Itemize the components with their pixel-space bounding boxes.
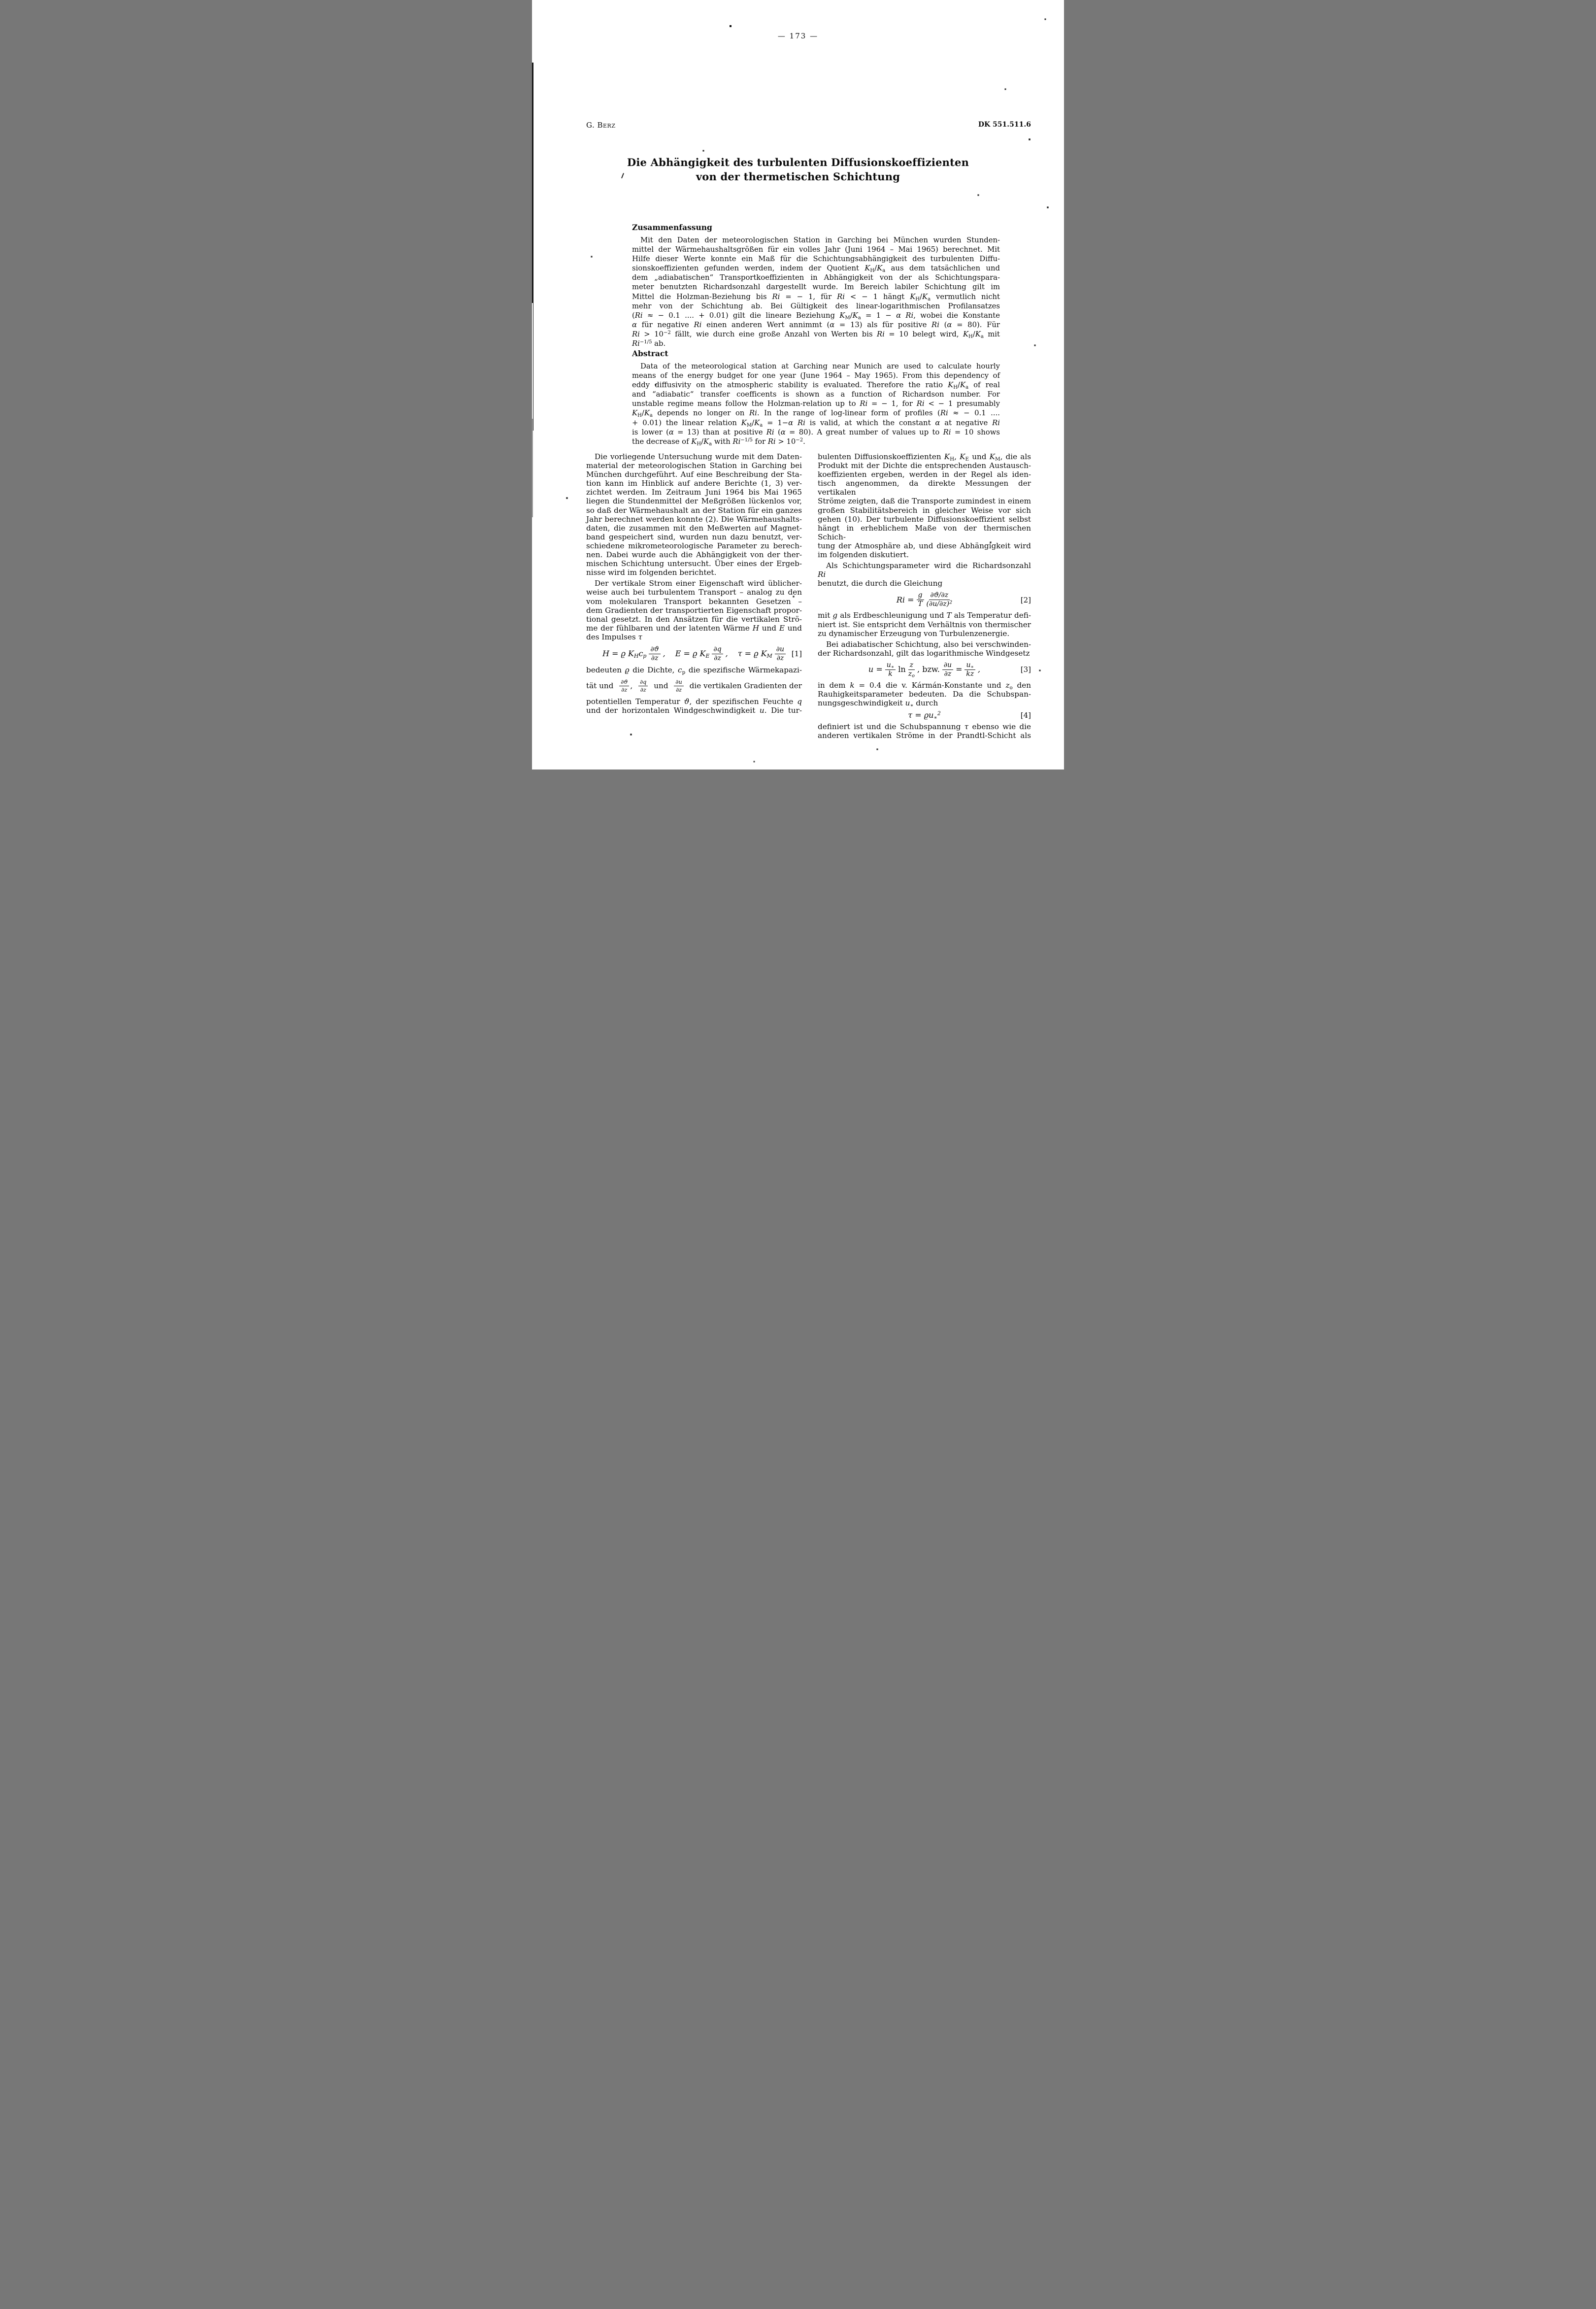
zusammenfassung-text-line-3: Hilfe dieser Werte konnte ein Maß für die Schichtungsabhängigkeit des turbulenten Diffu- [632, 255, 1000, 264]
equation-2 [818, 592, 1031, 608]
right-paragraph-2 [818, 561, 1031, 588]
dk-classification-code: DK 551.511.6 [978, 121, 1031, 129]
zusammenfassung-heading: Zusammenfassung [632, 223, 712, 232]
left-paragraph-1-line-9: daten, die zusammen mit den Meßwerten auf Magnet- [586, 523, 802, 533]
right-paragraph-1-line-3: koeffizienten ergeben, werden in der Regel als iden- [818, 470, 1031, 479]
right-paragraph-3 [818, 611, 1031, 637]
fraction: $\frac{u_∗}{k}$ [885, 662, 896, 678]
zusammenfassung-text-line-4: sionskoeffizienten gefunden werden, indem der Quotient $K_H/K_a$ aus dem tatsächlichen und [632, 264, 1000, 274]
right-paragraph-1-line-4: tisch angenommen, da direkte Messungen der vertikalen [818, 479, 1031, 497]
right-paragraph-3-line-1: mit g als Erdbeschleunigung und T als Temperatur defi- [818, 611, 1031, 620]
fraction: ∂q ∂z [712, 646, 723, 662]
fraction: $\frac{g}{T}$ [917, 592, 924, 608]
left-paragraph-2 [586, 579, 802, 641]
fraction: ∂ϑ ∂z [619, 679, 629, 693]
abstract-text-line-9: the decrease of $K_H/K_a$ with $Ri^{-1/5}$ for $Ri > 10^{-2}$. [632, 437, 805, 447]
scan-edge-artifact-2 [532, 419, 533, 517]
equation-3-number: [3] [1020, 665, 1031, 674]
zusammenfassung-text-line-12: $Ri^{-1/5}$ ab. [632, 339, 666, 348]
left-paragraph-1-line-6: liegen die Stundenmittel der Meßgrößen lückenlos vor, [586, 497, 802, 506]
left-paragraph-1-line-8: Jahr berechnet werden konnte (2). Die Wärmehaushalts- [586, 514, 802, 524]
right-paragraph-1-line-8: hängt in erheblichem Maße von der thermischen Schich- [818, 523, 1031, 541]
zusammenfassung-text-line-10: α für negative Ri einen anderen Wert annimmt (α = 13) als für positive Ri (α = 80). Für [632, 320, 1000, 329]
left-paragraph-1-line-11: schiedene mikrometeorologische Parameter zu berech- [586, 541, 802, 550]
fraction: $\frac{\partial u}{\partial z}$ [942, 662, 953, 678]
fraction: ∂u ∂z [775, 646, 786, 662]
zusammenfassung-text-line-9: (Ri ≈ − 0.1 .... + 0.01) gilt die lineare Beziehung $K_M/K_a = 1 - \alpha$ Ri, wobei die Konstante [632, 311, 1000, 321]
right-paragraph-3-line-2: niert ist. Sie entspricht dem Verhältnis von thermischer [818, 620, 1031, 629]
equation-4 [818, 711, 1031, 720]
left-paragraph-1-line-12: nen. Dabei wurde auch die Abhängigkeit von der ther- [586, 550, 802, 560]
left-paragraph-1-line-2: material der meteorologischen Station in Garching bei [586, 461, 802, 470]
zusammenfassung-text-line-2: mittel der Wärmehaushaltsgrößen für ein volles Jahr (Juni 1964 – Mai 1965) berechnet. Mit [632, 245, 1000, 254]
left-paragraph-1-line-4: tion kann im Hinblick auf andere Berichte (1, 3) ver- [586, 479, 802, 488]
equation-1-term-tau: τ = ϱ $K_M$ ∂u ∂z [738, 646, 786, 662]
left-paragraph-1-line-3: München durchgeführt. Auf eine Beschreibung der Sta- [586, 470, 802, 479]
zusammenfassung-text-line-8: mehr von der Schichtung ab. Bei Gültigkeit des linear-logarithmischen Profilansatzes [632, 301, 1000, 310]
right-paragraph-4-line-1: Bei adiabatischer Schichtung, also bei verschwinden- [826, 639, 1031, 649]
scanned-paper-page [532, 0, 1064, 770]
paper-title [532, 155, 1064, 184]
abstract-heading: Abstract [632, 349, 668, 358]
equation-3 [818, 662, 1031, 678]
left-paragraph-2-line-7: des Impulses τ [586, 632, 642, 641]
scan-specks [532, 0, 533, 1]
equation-1-term-E: E = ϱ $K_E$ ∂q ∂z , [675, 645, 728, 662]
right-paragraph-1-line-6: großen Stabilitätsbereich in gleicher Weise vor sich [818, 505, 1031, 515]
equation-1 [586, 646, 802, 662]
right-paragraph-5-line-2: Rauhigkeitsparameter bedeuten. Da die Schubspan- [818, 689, 1031, 699]
author-name: G. Berz [586, 121, 616, 130]
fraction: $\frac{u_∗}{kz}$ [964, 662, 975, 678]
right-paragraph-6-line-2: anderen vertikalen Ströme in der Prandtl-Schicht als [818, 731, 1031, 740]
abstract-text-line-1: Data of the meteorological station at Garching near Munich are used to calculate hourly [640, 362, 1000, 370]
fraction: ∂ϑ/∂z $(\partial u/\partial z)^2$ [926, 591, 953, 608]
left-line-with-inline-fractions: tät und ∂ϑ ∂z , ∂q ∂z und ∂u ∂z die vertikalen Gradienten der [586, 678, 802, 693]
left-paragraph-1 [586, 452, 802, 577]
abstract-text-line-3: eddy diffusivity on the atmospheric stability is evaluated. Therefore the ratio $K_H/K_a$ of real [632, 381, 1000, 390]
right-paragraph-4 [818, 640, 1031, 658]
left-paragraph-3c-line-1: potentiellen Temperatur ϑ, der spezifischen Feuchte q [586, 697, 802, 706]
abstract-text-line-8: is lower (α = 13) than at positive Ri (α = 80). A great number of values up to Ri = 10 shows [632, 428, 1000, 436]
right-paragraph-2-line-1: Als Schichtungsparameter wird die Richardsonzahl Ri [818, 561, 1031, 579]
right-paragraph-6-line-1: definiert ist und die Schubspannung τ ebenso wie die [818, 722, 1031, 732]
left-paragraph-1-line-5: zichtet werden. Im Zeitraum Juni 1964 bis Mai 1965 [586, 488, 802, 497]
right-paragraph-4-line-2: der Richardsonzahl, gilt das logarithmische Windgesetz [818, 648, 1030, 658]
zusammenfassung-section [632, 223, 1000, 348]
right-paragraph-3-line-3: zu dynamischer Erzeugung von Turbulenzenergie. [818, 629, 1010, 638]
fraction: ∂q ∂z [638, 679, 648, 693]
paper-title-line-2: von der thermetischen Schichtung [696, 170, 900, 183]
left-paragraph-3c-line-2: und der horizontalen Windgeschwindigkeit u. Die tur- [586, 706, 802, 715]
abstract-text-line-5: unstable regime means follow the Holzman-relation up to Ri = − 1, for Ri < − 1 presumably [632, 400, 1000, 408]
left-paragraph-2-line-4: dem Gradienten der transportierten Eigenschaft propor- [586, 605, 802, 615]
equation-1-term-H: H = ϱ $K_Hc_p$ ∂ϑ ∂z , [602, 645, 665, 662]
equation-3-body: u = $\frac{u_∗}{k}$ ln z $z_o$ , bzw. $\frac{\partial u}{\partial z}$ = $\frac{u_∗}{kz}$ , [868, 661, 981, 679]
abstract-text-line-4: and “adiabatic“ transfer coefficents is shown as a function of Richardson number. For [632, 390, 1000, 399]
zusammenfassung-text-line-11: $Ri > 10^{-2}$ fällt, wie durch eine große Anzahl von Werten bis Ri = 10 belegt wird, $K_H/K_a$ mit [632, 330, 1000, 339]
equation-2-number: [2] [1020, 595, 1031, 604]
left-paragraph-2-line-3: vom molekularen Transport bekannten Gesetzen – [586, 597, 802, 606]
fraction: ∂u ∂z [674, 679, 683, 693]
left-paragraph-1-line-14: nisse wird im folgenden berichtet. [586, 568, 717, 577]
fraction: ∂ϑ ∂z [649, 646, 660, 662]
abstract-section [632, 349, 1000, 446]
abstract-text [632, 362, 1000, 446]
right-paragraph-1-line-7: gehen (10). Der turbulente Diffusionskoeffizient selbst [818, 514, 1031, 524]
right-paragraph-1-line-10: im folgenden diskutiert. [818, 550, 909, 560]
left-paragraph-3a [586, 666, 802, 674]
left-paragraph-3a-line-1: bedeuten ϱ die Dichte, $c_p$ die spezifische Wärmekapazi- [586, 665, 802, 675]
right-paragraph-1-line-1: bulenten Diffusionskoeffizienten $K_H$, $K_E$ und $K_M$, die als [818, 452, 1031, 462]
left-paragraph-1-line-1: Die vorliegende Untersuchung wurde mit dem Daten- [595, 452, 802, 461]
left-paragraph-1-line-7: so daß der Wärmehaushalt an der Station für ein ganzes [586, 505, 802, 515]
right-paragraph-1-line-9: tung der Atmosphäre ab, und diese Abhängigkeit wird [818, 541, 1031, 550]
left-paragraph-1-line-13: mischen Schichtung untersucht. Über eines der Ergeb- [586, 559, 802, 569]
fraction: z $z_o$ [908, 661, 915, 679]
equation-1-number: [1] [791, 649, 802, 659]
body-right-column [818, 452, 1031, 742]
right-paragraph-2-line-2: benutzt, die durch die Gleichung [818, 579, 943, 588]
equation-4-number: [4] [1020, 711, 1031, 720]
left-paragraph-2-line-1: Der vertikale Strom einer Eigenschaft wird üblicher- [595, 579, 802, 588]
right-paragraph-5 [818, 681, 1031, 707]
zusammenfassung-text-line-1: Mit den Daten der meteorologischen Station in Garching bei München wurden Stunden- [640, 236, 1000, 244]
right-paragraph-5-line-1: in dem k = 0.4 die v. Kármán-Konstante und $z_o$ den [818, 680, 1031, 691]
right-paragraph-1-line-2: Produkt mit der Dichte die entsprechenden Austausch- [818, 461, 1031, 470]
right-paragraph-1-line-5: Ströme zeigten, daß die Transporte zumindest in einem [818, 497, 1031, 506]
right-paragraph-6 [818, 722, 1031, 740]
equation-4-body: $\tau = ϱu_∗^2$ [908, 710, 941, 721]
zusammenfassung-text-line-7: Mittel die Holzman-Beziehung bis Ri = − 1, für Ri < − 1 hängt $K_H/K_a$ vermutlich nicht [632, 292, 1000, 302]
left-paragraph-2-line-2: weise auch bei turbulentem Transport – analog zu den [586, 588, 802, 597]
right-paragraph-5-line-3: nungsgeschwindigkeit $u_∗$ durch [818, 699, 938, 708]
left-paragraph-2-line-5: tional gesetzt. In den Ansätzen für die vertikalen Strö- [586, 614, 802, 624]
abstract-text-line-7: + 0.01) the linear relation $K_M/K_a = 1-\alpha$ Ri is valid, at which the constant α at negative Ri [632, 418, 1000, 428]
equation-2-body: Ri = $\frac{g}{T}$ ∂ϑ/∂z $(\partial u/\partial z)^2$ [896, 591, 953, 608]
abstract-text-line-2: means of the energy budget for one year (June 1964 – May 1965). From this dependency of [632, 371, 1000, 380]
page-number: — 173 — [777, 32, 819, 40]
paper-title-line-1: Die Abhängigkeit des turbulenten Diffusionskoeffizienten [627, 156, 969, 168]
left-paragraph-1-line-10: band gespeichert sind, wurden nun dazu benutzt, ver- [586, 532, 802, 541]
right-paragraph-1 [818, 452, 1031, 559]
body-left-column [586, 452, 802, 717]
left-paragraph-2-line-6: me der fühlbaren und der latenten Wärme H und E und [586, 623, 802, 633]
zusammenfassung-text [632, 235, 1000, 348]
abstract-text-line-6: $K_H/K_a$ depends no longer on Ri. In the range of log-linear form of profiles (Ri ≈ − 0.1 .... [632, 409, 1000, 419]
zusammenfassung-text-line-5: dem „adiabatischen“ Transportkoeffizienten in Abhängigkeit von der als Schichtungspara- [632, 273, 1000, 282]
left-paragraph-3c [586, 697, 802, 715]
zusammenfassung-text-line-6: meter benutzten Richardsonzahl dargestellt wurde. Im Bereich labiler Schichtung gilt im [632, 283, 1000, 292]
